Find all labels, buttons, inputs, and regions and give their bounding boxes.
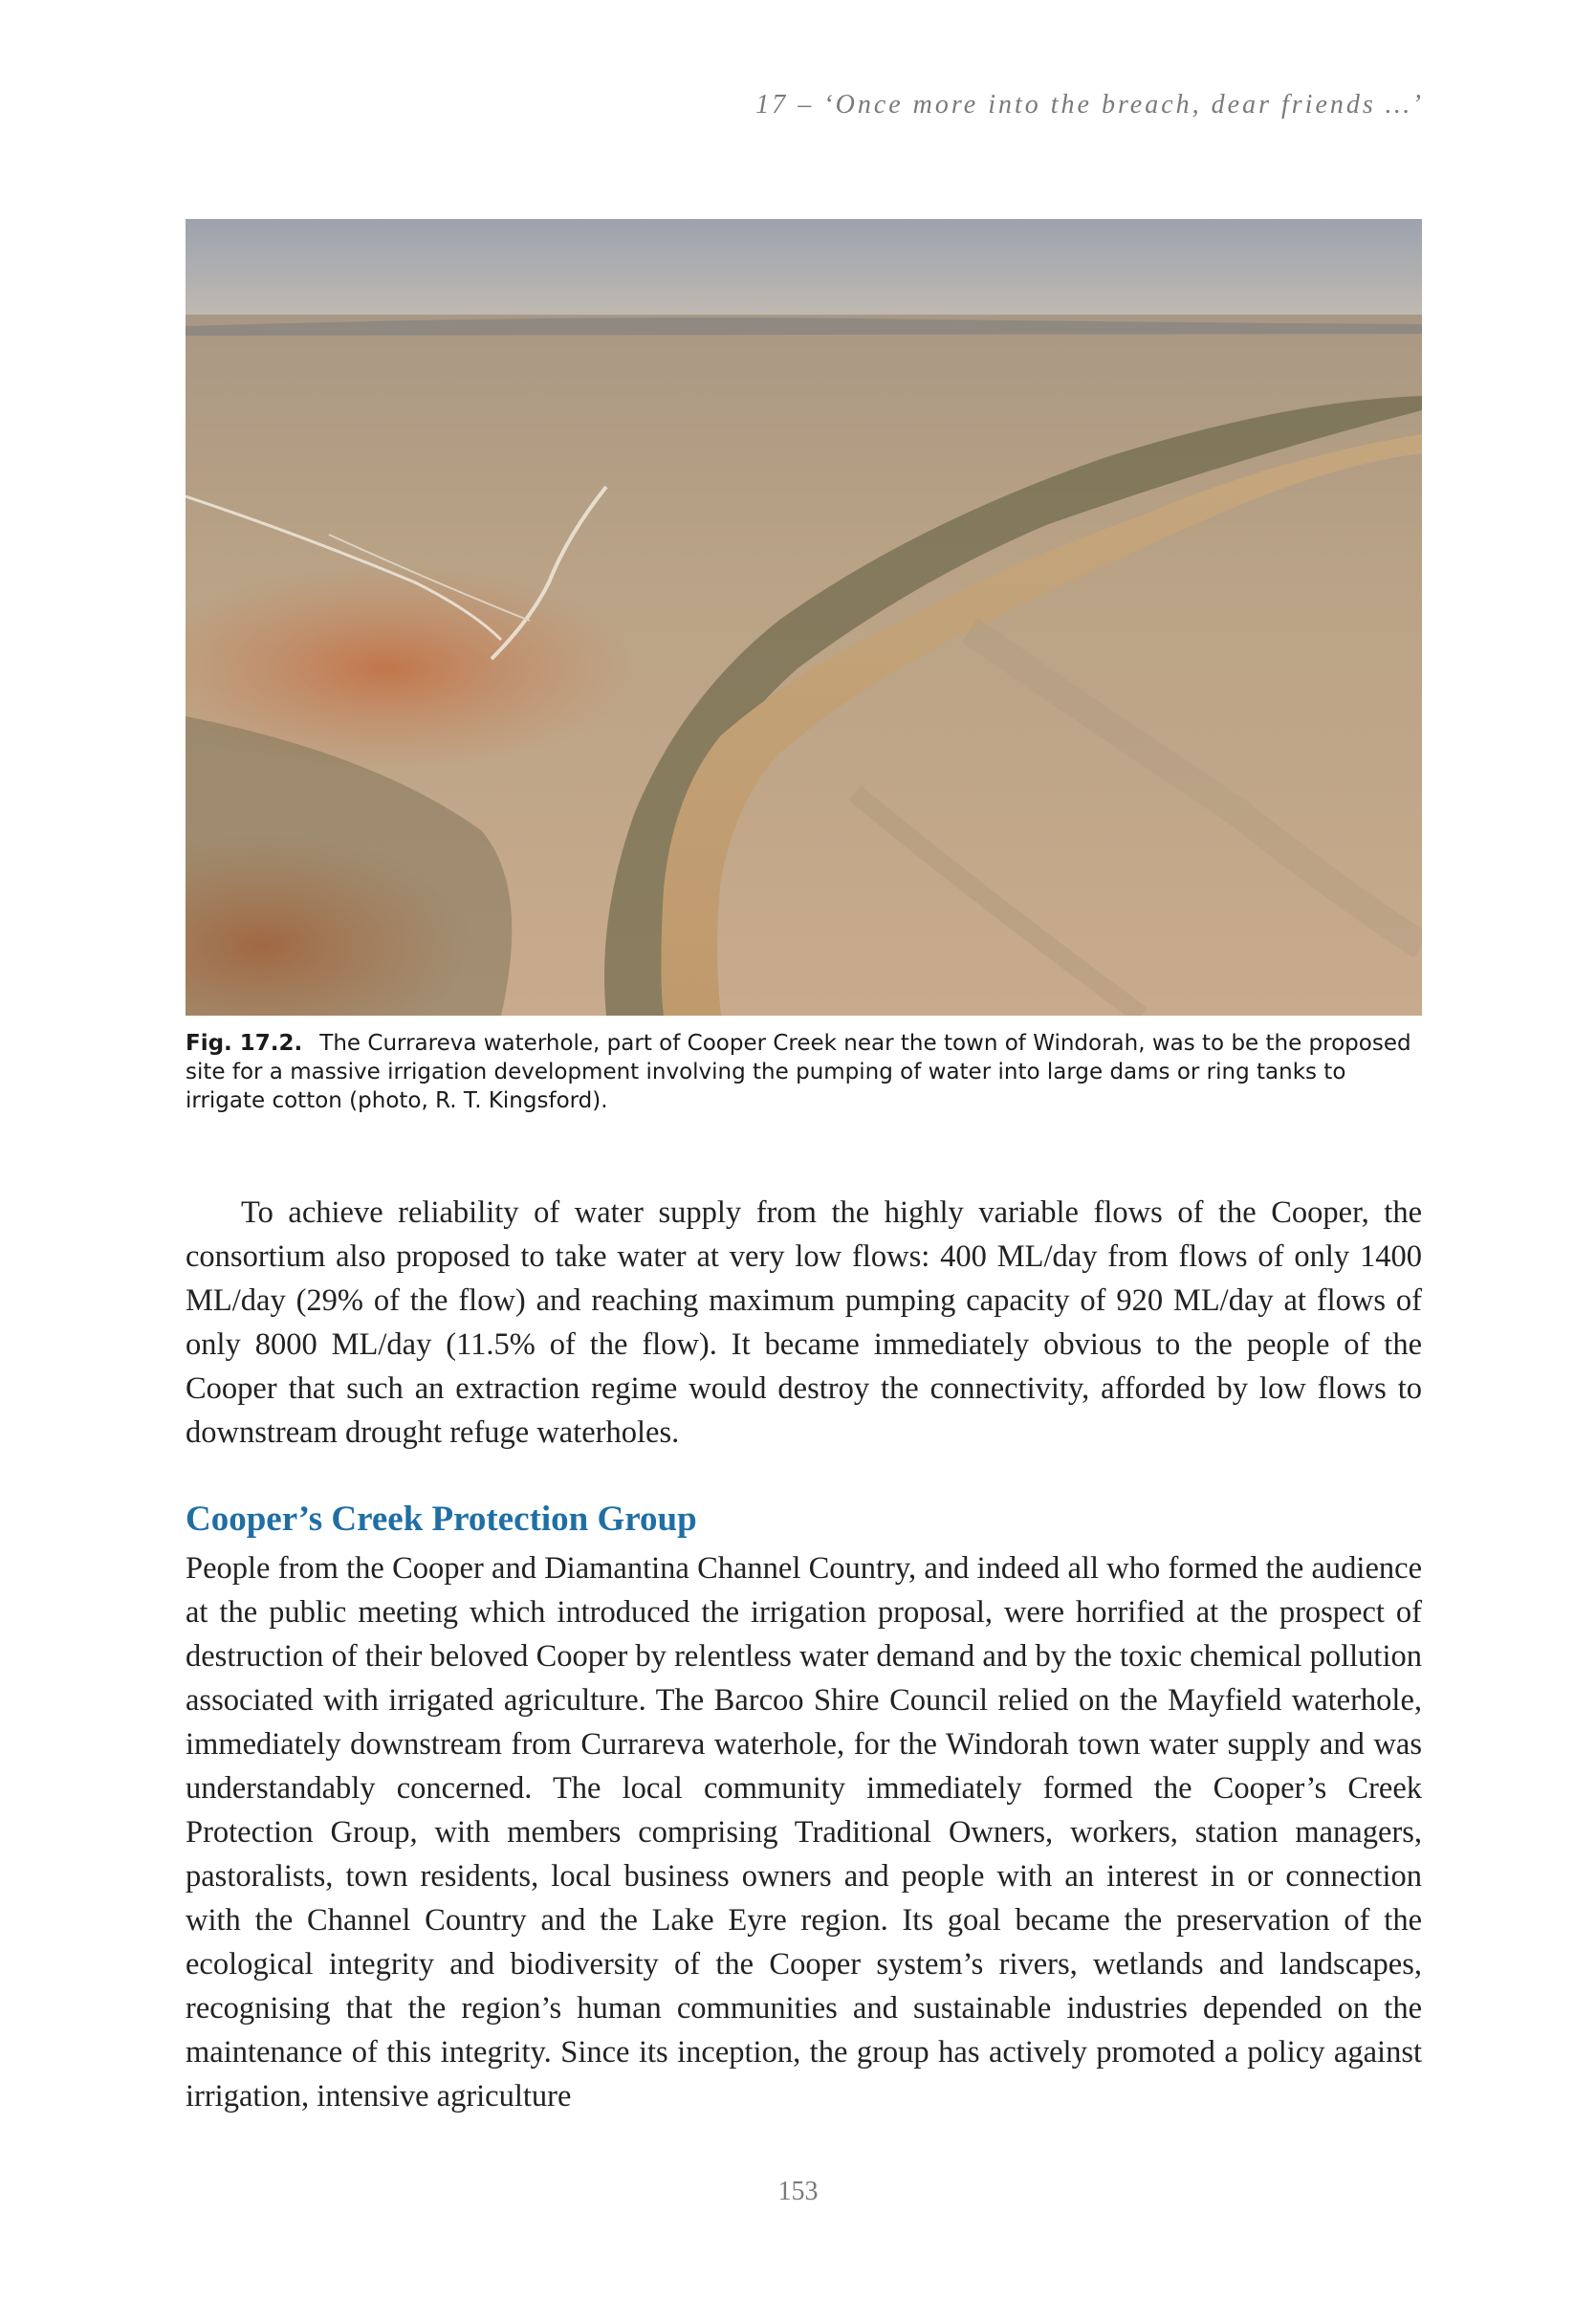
aerial-photo-currareva-waterhole xyxy=(186,219,1422,1016)
body-paragraph: People from the Cooper and Diamantina Channel Country, and indeed all who formed the audience at the public meeting which introduced the irrigation proposal, were horrified at the prospect of destruction of their beloved Cooper by relentless water demand and by the toxic chemical pollution associated with irrigated agriculture. The Barcoo Shire Council relied on the Mayfield waterhole, immediately downstream from Currareva waterhole, for the Windorah town water supply and was understandably concerned. The local community immediately formed the Cooper’s Creek Protection Group, with members comprising Traditional Owners, workers, station managers, pastoralists, town residents, local business owners and people with an interest in or connection with the Channel Country and the Lake Eyre region. Its goal became the preservation of the ecological integrity and biodiversity of the Cooper system’s rivers, wetlands and landscapes, recognising that the region’s human communities and sustainable industries depended on the maintenance of this integrity. Since its inception, the group has actively promoted a policy against irrigation, intensive agriculture xyxy=(186,1551,1422,2114)
figure-label: Fig. 17.2. xyxy=(186,1031,303,1056)
section-heading: Cooper’s Creek Protection Group xyxy=(186,1500,697,1539)
body-paragraph: To achieve reliability of water supply from the highly variable flows of the Cooper, the consortium also proposed to take water at very low flows: 400 ML/day from flows of only 1400 ML/day (29% of the flow) and reaching maximum pumping capacity of 920 ML/day at flows of only 8000 ML/day (11.5% of the flow). It became immediately obvious to the people of the Cooper that such an extraction regime would destroy the connectivity, afforded by low flows to downstream drought refuge waterholes. xyxy=(186,1195,1422,1450)
figure-caption-text: The Currareva waterhole, part of Cooper Creek near the town of Windorah, was to be the proposed site for a massive irrigation development involving the pumping of water into large dams or ring tanks to irrigate cotton (photo, R. T. Kingsford). xyxy=(186,1031,1411,1113)
aerial-photo-graphic xyxy=(186,219,1422,1016)
running-head: 17 – ‘Once more into the breach, dear friends …’ xyxy=(755,90,1424,120)
figure-caption xyxy=(186,1029,1422,1115)
page-number: 153 xyxy=(777,2177,819,2206)
